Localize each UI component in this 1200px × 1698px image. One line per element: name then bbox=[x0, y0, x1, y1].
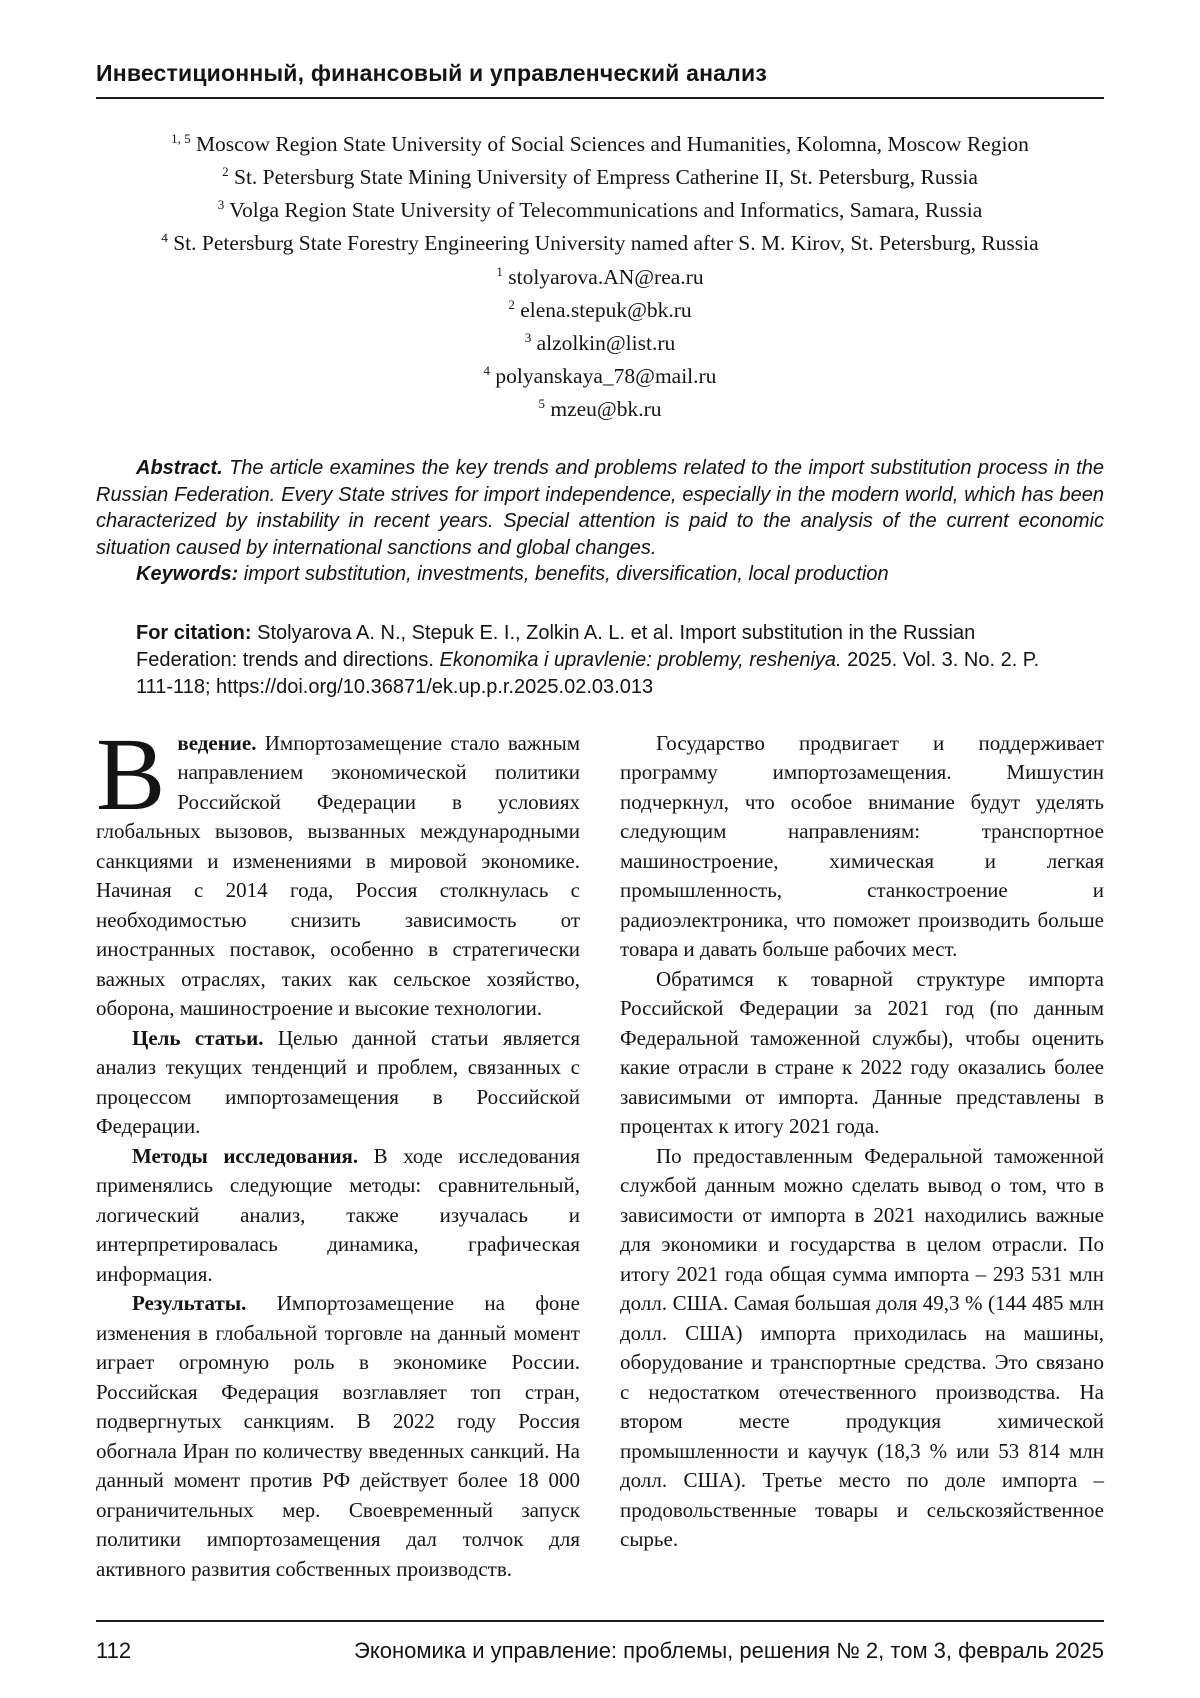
paragraph-lead: Результаты. bbox=[132, 1291, 247, 1316]
citation-block bbox=[96, 620, 1104, 701]
body-paragraph bbox=[620, 965, 1104, 1142]
paragraph-text: Государство продвигает и поддерживает программу импортозамещения. Мишустин подчеркнул, что особое внимание будут уделять следующим направлениям: транспортное машиностроение, химическая и легкая промышленность, станкостроение и радиоэлектроника, что поможет производить больше товара и давать больше рабочих мест. bbox=[620, 730, 1104, 962]
email-superscript: 3 bbox=[524, 329, 532, 345]
affiliation-superscript: 1, 5 bbox=[171, 131, 191, 146]
citation-doi-text: 2025. Vol. 3. No. 2. P. 111-118; https://doi.org/10.36871/ek.up.p.r.2025.02.03.013 bbox=[136, 648, 1040, 698]
paragraph-text: По предоставленным Федеральной таможенной службой данным можно сделать вывод о том, что в зависимости от импорта в 2021 находились важные для экономики и государства в целом отрасли. По итогу 2021 года общая сумма импорта – 293 531 млн долл. США. Самая большая доля 49,3 % (144 485 млн долл. США) импорта приходилась на машины, оборудование и транспортные средства. Это связано с недостатком отечественного производства. На втором месте продукция химической промышленности и каучук (18,3 % или 53 814 млн долл. США). Третье место по доле импорта – продовольственные товары и сельскозяйственное сырье. bbox=[620, 1143, 1104, 1552]
keywords-text: import substitution, investments, benefits, diversification, local production bbox=[238, 563, 889, 586]
paragraph-text: Целью данной статьи является анализ текущих тенденций и проблем, связанных с процессом импортозамещения в Российской Федерации. bbox=[96, 1025, 580, 1139]
affiliation-superscript: 2 bbox=[222, 164, 229, 180]
body-paragraph bbox=[96, 1142, 580, 1290]
abstract-keywords-block bbox=[96, 455, 1104, 588]
body-columns bbox=[96, 716, 1104, 1585]
affiliation-line bbox=[96, 191, 1104, 224]
left-column bbox=[96, 716, 580, 1585]
paragraph-text: В ходе исследования применялись следующие методы: сравнительный, логический анализ, также изучалась и интерпретировалась динамика, графическая информация. bbox=[96, 1143, 580, 1286]
email-text: elena.stepuk@bk.ru bbox=[514, 297, 692, 322]
email-line bbox=[96, 357, 1104, 390]
affiliations-block bbox=[96, 125, 1104, 423]
affiliation-line bbox=[96, 125, 1104, 158]
body-paragraph bbox=[620, 1142, 1104, 1555]
paragraph-lead: Методы исследования. bbox=[132, 1143, 359, 1168]
body-paragraph bbox=[96, 1024, 580, 1142]
abstract-paragraph bbox=[96, 455, 1104, 561]
affiliation-text: Volga Region State University of Telecommunications and Informatics, Samara, Russia bbox=[224, 198, 983, 223]
affiliation-superscript: 3 bbox=[217, 197, 225, 213]
email-line bbox=[96, 324, 1104, 357]
body-paragraph bbox=[96, 1289, 580, 1584]
affiliation-text: St. Petersburg State Mining University of Empress Catherine II, St. Petersburg, Russia bbox=[228, 165, 978, 190]
affiliation-line bbox=[96, 158, 1104, 191]
abstract-text: The article examines the key trends and problems related to the import substitution process in the Russian Federation. Every State strives for import independence, especially in the modern world, which has been characterized by instability in recent years. Special attention is paid to the analysis of the current economic situation caused by international sanctions and global changes. bbox=[96, 457, 1104, 559]
citation-label: For citation: bbox=[136, 621, 252, 644]
paragraph-lead: ведение. bbox=[177, 730, 257, 755]
email-text: mzeu@bk.ru bbox=[544, 397, 662, 422]
affiliation-text: Moscow Region State University of Social Sciences and Humanities, Kolomna, Moscow Region bbox=[190, 132, 1029, 157]
body-paragraph bbox=[620, 729, 1104, 965]
affiliation-text: St. Petersburg State Forestry Engineering University named after S. M. Kirov, St. Petersburg, Russia bbox=[167, 231, 1039, 256]
paragraph-text: Обратимся к товарной структуре импорта Российской Федерации за 2021 год (по данным Федеральной таможенной службы), чтобы оценить какие отрасли в стране к 2022 году оказались более зависимыми от импорта. Данные представлены в процентах к итогу 2021 года. bbox=[620, 966, 1104, 1139]
affiliation-line bbox=[96, 224, 1104, 257]
keywords-paragraph bbox=[96, 561, 1104, 588]
right-column bbox=[620, 729, 1104, 1585]
email-line bbox=[96, 390, 1104, 423]
email-line bbox=[96, 258, 1104, 291]
citation-journal-title: Ekonomika i upravlenie: problemy, resheniya. bbox=[439, 648, 842, 671]
running-head: Инвестиционный, финансовый и управленческий анализ bbox=[96, 60, 767, 86]
page-number: 112 bbox=[96, 1638, 132, 1663]
email-text: alzolkin@list.ru bbox=[531, 331, 676, 356]
paragraph-text: Импортозамещение на фоне изменения в глобальной торговле на данный момент играет огромную роль в экономике России. Российская Федерация возглавляет топ стран, подвергнутых санкциям. В 2022 году Россия обогнала Иран по количеству введенных санкций. На данный момент против РФ действует более 18 000 ограничительных мер. Своевременный запуск политики импортозамещения дал толчок для активного развития собственных производств. bbox=[96, 1291, 580, 1581]
email-superscript: 2 bbox=[508, 296, 515, 312]
email-superscript: 4 bbox=[483, 363, 491, 379]
abstract-label: Abstract. bbox=[136, 457, 223, 480]
affiliation-superscript: 4 bbox=[161, 230, 168, 246]
email-text: stolyarova.AN@rea.ru bbox=[502, 264, 704, 289]
citation-text: Stolyarova A. N., Stepuk E. I., Zolkin A. L. et al. Import substitution in the Russian Federation: trends and directions. bbox=[136, 621, 976, 671]
email-line bbox=[96, 291, 1104, 324]
email-text: polyanskaya_78@mail.ru bbox=[490, 364, 717, 389]
keywords-label: Keywords: bbox=[136, 563, 239, 586]
paragraph-lead: Цель статьи. bbox=[132, 1025, 264, 1050]
email-superscript: 5 bbox=[538, 396, 545, 412]
footer-journal-line: Экономика и управление: проблемы, решения № 2, том 3, февраль 2025 bbox=[354, 1638, 1104, 1663]
page-footer bbox=[96, 1620, 1104, 1664]
body-paragraph bbox=[96, 716, 580, 1024]
header-rule bbox=[96, 97, 1104, 99]
paragraph-text: Импортозамещение стало важным направлением экономической политики Российской Федерации в условиях глобальных вызовов, вызванных международными санкциями и изменениями в мировой экономике. Начиная с 2014 года, Россия столкнулась с необходимостью снизить зависимость от иностранных поставок, особенно в стратегически важных отраслях, таких как сельское хозяйство, оборона, машиностроение и высокие технологии. bbox=[96, 730, 580, 1021]
drop-cap: В bbox=[96, 716, 166, 832]
email-superscript: 1 bbox=[496, 263, 503, 279]
